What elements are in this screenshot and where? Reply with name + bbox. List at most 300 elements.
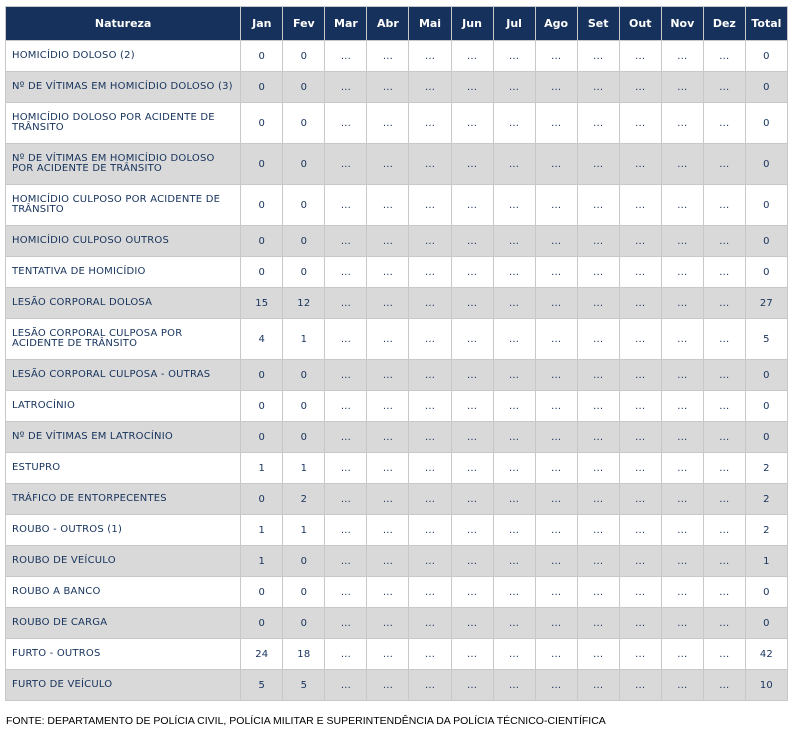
jun-cell: ... — [452, 360, 493, 390]
abr-cell: ... — [367, 546, 408, 576]
total-cell: 0 — [746, 422, 787, 452]
column-header-jul: Jul — [494, 7, 535, 40]
natureza-cell: FURTO DE VEÍCULO — [6, 670, 240, 700]
ago-cell: ... — [536, 288, 577, 318]
ago-cell: ... — [536, 453, 577, 483]
abr-cell: ... — [367, 185, 408, 225]
nov-cell: ... — [662, 144, 703, 184]
fev-cell: 0 — [283, 391, 324, 421]
table-row — [6, 185, 787, 225]
mar-cell: ... — [325, 453, 366, 483]
jun-cell: ... — [452, 72, 493, 102]
fev-cell: 0 — [283, 72, 324, 102]
mai-cell: ... — [409, 185, 450, 225]
fev-cell: 0 — [283, 144, 324, 184]
total-cell: 0 — [746, 226, 787, 256]
mai-cell: ... — [409, 577, 450, 607]
jul-cell: ... — [494, 608, 535, 638]
total-cell: 0 — [746, 144, 787, 184]
mai-cell: ... — [409, 360, 450, 390]
jun-cell: ... — [452, 391, 493, 421]
fev-cell: 18 — [283, 639, 324, 669]
fev-cell: 0 — [283, 226, 324, 256]
set-cell: ... — [578, 639, 619, 669]
table-row — [6, 422, 787, 452]
jun-cell: ... — [452, 319, 493, 359]
fev-cell: 2 — [283, 484, 324, 514]
out-cell: ... — [620, 639, 661, 669]
table-row — [6, 546, 787, 576]
mai-cell: ... — [409, 453, 450, 483]
mar-cell: ... — [325, 226, 366, 256]
mar-cell: ... — [325, 360, 366, 390]
nov-cell: ... — [662, 484, 703, 514]
fev-cell: 1 — [283, 453, 324, 483]
natureza-cell: LESÃO CORPORAL CULPOSA POR ACIDENTE DE TRÂNSITO — [6, 319, 240, 359]
fev-cell: 0 — [283, 360, 324, 390]
set-cell: ... — [578, 144, 619, 184]
dez-cell: ... — [704, 72, 745, 102]
abr-cell: ... — [367, 422, 408, 452]
table-row — [6, 577, 787, 607]
jun-cell: ... — [452, 41, 493, 71]
total-cell: 10 — [746, 670, 787, 700]
natureza-cell: LATROCÍNIO — [6, 391, 240, 421]
jul-cell: ... — [494, 484, 535, 514]
jul-cell: ... — [494, 319, 535, 359]
mai-cell: ... — [409, 41, 450, 71]
natureza-cell: HOMICÍDIO CULPOSO POR ACIDENTE DE TRÂNSITO — [6, 185, 240, 225]
table-row — [6, 226, 787, 256]
out-cell: ... — [620, 422, 661, 452]
ago-cell: ... — [536, 226, 577, 256]
natureza-cell: ROUBO DE CARGA — [6, 608, 240, 638]
column-header-out: Out — [620, 7, 661, 40]
fev-cell: 12 — [283, 288, 324, 318]
jun-cell: ... — [452, 422, 493, 452]
mai-cell: ... — [409, 144, 450, 184]
ago-cell: ... — [536, 103, 577, 143]
mai-cell: ... — [409, 226, 450, 256]
mai-cell: ... — [409, 72, 450, 102]
set-cell: ... — [578, 360, 619, 390]
dez-cell: ... — [704, 144, 745, 184]
jan-cell: 0 — [241, 72, 282, 102]
table-row — [6, 319, 787, 359]
total-cell: 0 — [746, 41, 787, 71]
jan-cell: 0 — [241, 226, 282, 256]
abr-cell: ... — [367, 608, 408, 638]
column-header-jan: Jan — [241, 7, 282, 40]
total-cell: 0 — [746, 577, 787, 607]
ago-cell: ... — [536, 185, 577, 225]
jun-cell: ... — [452, 639, 493, 669]
fev-cell: 0 — [283, 257, 324, 287]
table-row — [6, 639, 787, 669]
natureza-cell: LESÃO CORPORAL DOLOSA — [6, 288, 240, 318]
jul-cell: ... — [494, 453, 535, 483]
natureza-cell: TENTATIVA DE HOMICÍDIO — [6, 257, 240, 287]
table-row — [6, 288, 787, 318]
dez-cell: ... — [704, 453, 745, 483]
mar-cell: ... — [325, 185, 366, 225]
total-cell: 27 — [746, 288, 787, 318]
table-row — [6, 144, 787, 184]
abr-cell: ... — [367, 484, 408, 514]
nov-cell: ... — [662, 577, 703, 607]
set-cell: ... — [578, 288, 619, 318]
natureza-cell: Nº DE VÍTIMAS EM HOMICÍDIO DOLOSO POR ACIDENTE DE TRÂNSITO — [6, 144, 240, 184]
nov-cell: ... — [662, 360, 703, 390]
jun-cell: ... — [452, 515, 493, 545]
column-header-natureza: Natureza — [6, 7, 240, 40]
set-cell: ... — [578, 185, 619, 225]
mar-cell: ... — [325, 484, 366, 514]
mai-cell: ... — [409, 670, 450, 700]
mai-cell: ... — [409, 484, 450, 514]
fev-cell: 0 — [283, 577, 324, 607]
out-cell: ... — [620, 226, 661, 256]
ago-cell: ... — [536, 319, 577, 359]
out-cell: ... — [620, 391, 661, 421]
mai-cell: ... — [409, 608, 450, 638]
abr-cell: ... — [367, 103, 408, 143]
column-header-set: Set — [578, 7, 619, 40]
jul-cell: ... — [494, 515, 535, 545]
dez-cell: ... — [704, 288, 745, 318]
jan-cell: 0 — [241, 422, 282, 452]
total-cell: 1 — [746, 546, 787, 576]
mar-cell: ... — [325, 103, 366, 143]
abr-cell: ... — [367, 577, 408, 607]
mar-cell: ... — [325, 41, 366, 71]
jul-cell: ... — [494, 72, 535, 102]
dez-cell: ... — [704, 577, 745, 607]
nov-cell: ... — [662, 515, 703, 545]
nov-cell: ... — [662, 185, 703, 225]
jun-cell: ... — [452, 484, 493, 514]
jan-cell: 1 — [241, 453, 282, 483]
jul-cell: ... — [494, 257, 535, 287]
ago-cell: ... — [536, 41, 577, 71]
jul-cell: ... — [494, 577, 535, 607]
ago-cell: ... — [536, 257, 577, 287]
abr-cell: ... — [367, 453, 408, 483]
ago-cell: ... — [536, 72, 577, 102]
abr-cell: ... — [367, 515, 408, 545]
table-row — [6, 391, 787, 421]
jan-cell: 24 — [241, 639, 282, 669]
table-row — [6, 103, 787, 143]
dez-cell: ... — [704, 185, 745, 225]
dez-cell: ... — [704, 360, 745, 390]
set-cell: ... — [578, 515, 619, 545]
jul-cell: ... — [494, 670, 535, 700]
dez-cell: ... — [704, 422, 745, 452]
mai-cell: ... — [409, 103, 450, 143]
jul-cell: ... — [494, 288, 535, 318]
nov-cell: ... — [662, 639, 703, 669]
fev-cell: 0 — [283, 608, 324, 638]
jan-cell: 15 — [241, 288, 282, 318]
abr-cell: ... — [367, 72, 408, 102]
mar-cell: ... — [325, 288, 366, 318]
out-cell: ... — [620, 577, 661, 607]
fev-cell: 0 — [283, 41, 324, 71]
mar-cell: ... — [325, 577, 366, 607]
jan-cell: 1 — [241, 515, 282, 545]
table-row — [6, 257, 787, 287]
out-cell: ... — [620, 360, 661, 390]
fev-cell: 0 — [283, 546, 324, 576]
natureza-cell: ROUBO A BANCO — [6, 577, 240, 607]
abr-cell: ... — [367, 41, 408, 71]
total-cell: 2 — [746, 515, 787, 545]
mar-cell: ... — [325, 670, 366, 700]
jul-cell: ... — [494, 144, 535, 184]
column-header-total: Total — [746, 7, 787, 40]
ago-cell: ... — [536, 546, 577, 576]
mar-cell: ... — [325, 257, 366, 287]
abr-cell: ... — [367, 391, 408, 421]
natureza-cell: TRÁFICO DE ENTORPECENTES — [6, 484, 240, 514]
mar-cell: ... — [325, 319, 366, 359]
total-cell: 2 — [746, 453, 787, 483]
mai-cell: ... — [409, 422, 450, 452]
set-cell: ... — [578, 103, 619, 143]
jun-cell: ... — [452, 226, 493, 256]
nov-cell: ... — [662, 422, 703, 452]
out-cell: ... — [620, 546, 661, 576]
out-cell: ... — [620, 288, 661, 318]
set-cell: ... — [578, 41, 619, 71]
nov-cell: ... — [662, 670, 703, 700]
out-cell: ... — [620, 103, 661, 143]
out-cell: ... — [620, 185, 661, 225]
jun-cell: ... — [452, 577, 493, 607]
nov-cell: ... — [662, 288, 703, 318]
set-cell: ... — [578, 546, 619, 576]
total-cell: 0 — [746, 391, 787, 421]
jul-cell: ... — [494, 391, 535, 421]
total-cell: 42 — [746, 639, 787, 669]
nov-cell: ... — [662, 608, 703, 638]
fev-cell: 1 — [283, 319, 324, 359]
dez-cell: ... — [704, 391, 745, 421]
nov-cell: ... — [662, 226, 703, 256]
ago-cell: ... — [536, 608, 577, 638]
ago-cell: ... — [536, 515, 577, 545]
dez-cell: ... — [704, 639, 745, 669]
ago-cell: ... — [536, 484, 577, 514]
table-row — [6, 453, 787, 483]
table-row — [6, 608, 787, 638]
fev-cell: 5 — [283, 670, 324, 700]
set-cell: ... — [578, 422, 619, 452]
jul-cell: ... — [494, 185, 535, 225]
fev-cell: 0 — [283, 422, 324, 452]
dez-cell: ... — [704, 670, 745, 700]
column-header-dez: Dez — [704, 7, 745, 40]
nov-cell: ... — [662, 391, 703, 421]
set-cell: ... — [578, 226, 619, 256]
set-cell: ... — [578, 391, 619, 421]
jul-cell: ... — [494, 360, 535, 390]
column-header-ago: Ago — [536, 7, 577, 40]
table-body — [6, 41, 787, 700]
table-row — [6, 72, 787, 102]
ago-cell: ... — [536, 670, 577, 700]
set-cell: ... — [578, 72, 619, 102]
column-header-fev: Fev — [283, 7, 324, 40]
mai-cell: ... — [409, 639, 450, 669]
mar-cell: ... — [325, 391, 366, 421]
set-cell: ... — [578, 453, 619, 483]
jan-cell: 0 — [241, 185, 282, 225]
jun-cell: ... — [452, 103, 493, 143]
mai-cell: ... — [409, 515, 450, 545]
jun-cell: ... — [452, 185, 493, 225]
jun-cell: ... — [452, 546, 493, 576]
set-cell: ... — [578, 608, 619, 638]
dez-cell: ... — [704, 546, 745, 576]
nov-cell: ... — [662, 257, 703, 287]
total-cell: 5 — [746, 319, 787, 359]
jul-cell: ... — [494, 103, 535, 143]
jun-cell: ... — [452, 257, 493, 287]
mar-cell: ... — [325, 144, 366, 184]
out-cell: ... — [620, 453, 661, 483]
jul-cell: ... — [494, 546, 535, 576]
jan-cell: 0 — [241, 577, 282, 607]
mar-cell: ... — [325, 72, 366, 102]
abr-cell: ... — [367, 670, 408, 700]
natureza-cell: HOMICÍDIO DOLOSO POR ACIDENTE DE TRÂNSITO — [6, 103, 240, 143]
jan-cell: 0 — [241, 41, 282, 71]
natureza-cell: ROUBO DE VEÍCULO — [6, 546, 240, 576]
ago-cell: ... — [536, 144, 577, 184]
out-cell: ... — [620, 72, 661, 102]
jul-cell: ... — [494, 41, 535, 71]
natureza-cell: ROUBO - OUTROS (1) — [6, 515, 240, 545]
jul-cell: ... — [494, 639, 535, 669]
ago-cell: ... — [536, 577, 577, 607]
set-cell: ... — [578, 319, 619, 359]
jan-cell: 5 — [241, 670, 282, 700]
abr-cell: ... — [367, 319, 408, 359]
abr-cell: ... — [367, 288, 408, 318]
mai-cell: ... — [409, 391, 450, 421]
mar-cell: ... — [325, 639, 366, 669]
natureza-cell: Nº DE VÍTIMAS EM HOMICÍDIO DOLOSO (3) — [6, 72, 240, 102]
mai-cell: ... — [409, 288, 450, 318]
set-cell: ... — [578, 577, 619, 607]
out-cell: ... — [620, 484, 661, 514]
natureza-cell: ESTUPRO — [6, 453, 240, 483]
total-cell: 2 — [746, 484, 787, 514]
table-row — [6, 360, 787, 390]
jan-cell: 0 — [241, 257, 282, 287]
nov-cell: ... — [662, 103, 703, 143]
total-cell: 0 — [746, 185, 787, 225]
jul-cell: ... — [494, 226, 535, 256]
crime-statistics-table — [5, 6, 788, 701]
table-row — [6, 670, 787, 700]
mai-cell: ... — [409, 257, 450, 287]
fev-cell: 1 — [283, 515, 324, 545]
column-header-mai: Mai — [409, 7, 450, 40]
jun-cell: ... — [452, 670, 493, 700]
ago-cell: ... — [536, 639, 577, 669]
natureza-cell: LESÃO CORPORAL CULPOSA - OUTRAS — [6, 360, 240, 390]
jan-cell: 0 — [241, 391, 282, 421]
dez-cell: ... — [704, 319, 745, 359]
table-header-row — [6, 7, 787, 40]
abr-cell: ... — [367, 144, 408, 184]
fev-cell: 0 — [283, 103, 324, 143]
out-cell: ... — [620, 319, 661, 359]
abr-cell: ... — [367, 639, 408, 669]
ago-cell: ... — [536, 360, 577, 390]
out-cell: ... — [620, 257, 661, 287]
column-header-jun: Jun — [452, 7, 493, 40]
jan-cell: 1 — [241, 546, 282, 576]
dez-cell: ... — [704, 484, 745, 514]
mar-cell: ... — [325, 422, 366, 452]
set-cell: ... — [578, 484, 619, 514]
jan-cell: 0 — [241, 608, 282, 638]
total-cell: 0 — [746, 72, 787, 102]
abr-cell: ... — [367, 257, 408, 287]
mar-cell: ... — [325, 515, 366, 545]
set-cell: ... — [578, 257, 619, 287]
jan-cell: 0 — [241, 103, 282, 143]
nov-cell: ... — [662, 72, 703, 102]
mai-cell: ... — [409, 319, 450, 359]
natureza-cell: FURTO - OUTROS — [6, 639, 240, 669]
mai-cell: ... — [409, 546, 450, 576]
dez-cell: ... — [704, 103, 745, 143]
out-cell: ... — [620, 608, 661, 638]
total-cell: 0 — [746, 103, 787, 143]
column-header-abr: Abr — [367, 7, 408, 40]
dez-cell: ... — [704, 257, 745, 287]
nov-cell: ... — [662, 453, 703, 483]
dez-cell: ... — [704, 515, 745, 545]
mar-cell: ... — [325, 608, 366, 638]
abr-cell: ... — [367, 226, 408, 256]
jun-cell: ... — [452, 288, 493, 318]
dez-cell: ... — [704, 41, 745, 71]
ago-cell: ... — [536, 391, 577, 421]
ago-cell: ... — [536, 422, 577, 452]
jan-cell: 0 — [241, 360, 282, 390]
out-cell: ... — [620, 670, 661, 700]
abr-cell: ... — [367, 360, 408, 390]
set-cell: ... — [578, 670, 619, 700]
natureza-cell: HOMICÍDIO CULPOSO OUTROS — [6, 226, 240, 256]
out-cell: ... — [620, 144, 661, 184]
natureza-cell: HOMICÍDIO DOLOSO (2) — [6, 41, 240, 71]
jun-cell: ... — [452, 453, 493, 483]
jul-cell: ... — [494, 422, 535, 452]
jan-cell: 0 — [241, 484, 282, 514]
jan-cell: 4 — [241, 319, 282, 359]
out-cell: ... — [620, 515, 661, 545]
total-cell: 0 — [746, 360, 787, 390]
nov-cell: ... — [662, 546, 703, 576]
nov-cell: ... — [662, 319, 703, 359]
